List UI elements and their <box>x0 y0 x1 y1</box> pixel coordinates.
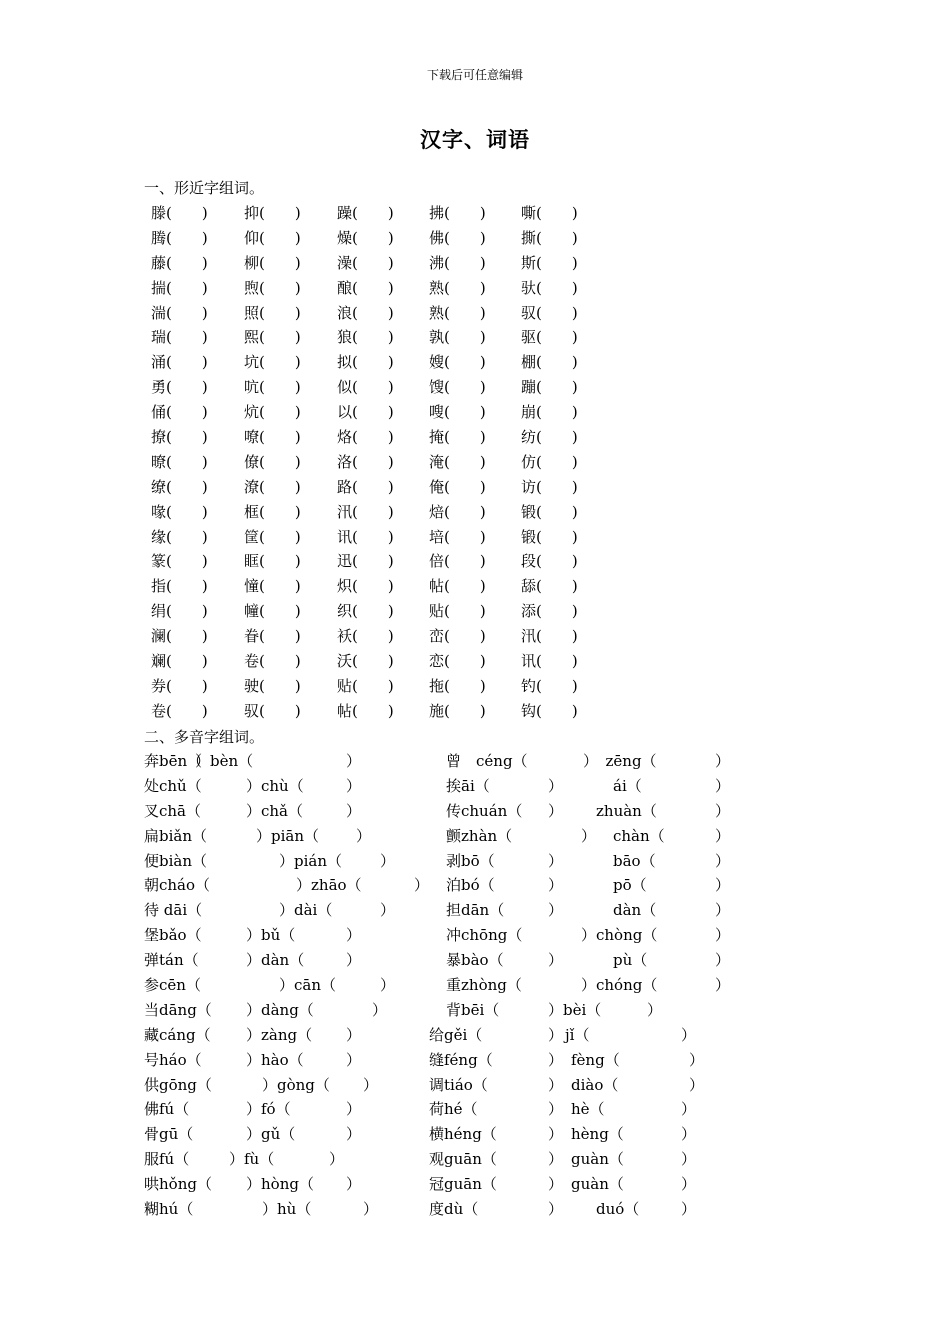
similar-char-entry: 俺( ) <box>429 477 486 496</box>
polyphone-segment: ） zēng（ <box>583 752 657 770</box>
similar-char-entry: 指( ) <box>151 577 208 596</box>
similar-char-entry: 券( ) <box>151 676 208 695</box>
polyphone-segment: hè（ <box>571 1100 605 1119</box>
similar-chars-row <box>151 322 611 347</box>
polyphone-segment: ） <box>715 951 731 970</box>
similar-char-entry: 浪( ) <box>337 303 394 322</box>
polyphone-segment: ） <box>346 1025 362 1044</box>
similar-char-entry: 幢( ) <box>244 602 301 621</box>
polyphone-row <box>144 746 744 771</box>
polyphone-segment: ） <box>715 851 731 870</box>
polyphone-segment: ）bǔ（ <box>246 926 296 945</box>
polyphone-segment: 便biàn（ <box>144 851 208 870</box>
similar-char-entry: 拂( ) <box>429 204 486 222</box>
similar-char-entry: 筐( ) <box>244 527 301 546</box>
similar-char-entry: 舔( ) <box>521 577 578 596</box>
polyphone-segment: 待 dāi（ <box>144 901 203 920</box>
polyphone-segment: ） <box>548 1075 564 1094</box>
similar-char-entry: 熙( ) <box>244 328 301 347</box>
polyphone-segment: ）bèn（ <box>195 752 254 770</box>
similar-char-entry: 掩( ) <box>429 428 486 447</box>
polyphone-segment: 服fú（ <box>144 1150 190 1169</box>
similar-char-entry: 嫂( ) <box>429 353 486 372</box>
similar-chars-row <box>151 447 611 472</box>
similar-char-entry: 抑( ) <box>244 204 301 222</box>
polyphone-segment: ）gǔ（ <box>246 1125 296 1144</box>
similar-char-entry: 蹦( ) <box>521 378 578 397</box>
polyphone-segment: ） <box>647 1000 663 1019</box>
similar-char-entry: 培( ) <box>429 527 486 546</box>
polyphone-row <box>144 1119 744 1144</box>
similar-char-entry: 湍( ) <box>151 303 208 322</box>
section2-heading: 二、多音字组词。 <box>144 728 265 746</box>
polyphone-segment: ái（ <box>613 776 642 795</box>
similar-char-entry: 洛( ) <box>337 452 394 471</box>
polyphone-row <box>144 1094 744 1119</box>
similar-char-entry: 喙( ) <box>151 502 208 521</box>
similar-char-entry: 讯( ) <box>337 527 394 546</box>
similar-chars-row <box>151 522 611 547</box>
similar-char-entry: 坑( ) <box>244 353 301 372</box>
similar-char-entry: 炕( ) <box>244 403 301 422</box>
polyphone-segment: ）dài（ <box>279 901 333 920</box>
similar-char-entry: 狼( ) <box>337 328 394 347</box>
polyphone-segment: ） <box>380 851 396 870</box>
similar-chars-row <box>151 596 611 621</box>
polyphone-segment: ） <box>548 1125 564 1144</box>
header-note: 下载后可任意编辑 <box>426 68 523 82</box>
similar-char-entry: 焙( ) <box>429 502 486 521</box>
polyphone-segment: 泊bó（ <box>446 876 495 895</box>
polyphone-segment: 观guān（ <box>429 1150 497 1169</box>
polyphone-segment: 佛fú（ <box>144 1100 190 1119</box>
polyphone-row <box>144 1020 744 1045</box>
similar-chars-row <box>151 696 611 721</box>
similar-chars-row <box>151 497 611 522</box>
similar-char-entry: 熟( ) <box>429 278 486 297</box>
polyphone-segment: chàn（ <box>613 826 665 845</box>
similar-char-entry: 眶( ) <box>244 552 301 571</box>
polyphone-segment: guàn（ <box>571 1150 624 1169</box>
polyphone-segment: ） <box>548 876 564 895</box>
similar-char-entry: 撕( ) <box>521 228 578 247</box>
polyphone-segment: ） <box>548 901 564 920</box>
polyphone-segment: pù（ <box>613 951 648 970</box>
similar-char-entry: 熟( ) <box>429 303 486 322</box>
similar-char-entry: 嘶( ) <box>521 204 578 222</box>
polyphone-segment: ） <box>689 1050 705 1069</box>
similar-char-entry: 烙( ) <box>337 428 394 447</box>
polyphone-segment: ） <box>681 1150 697 1169</box>
similar-char-entry: 藤( ) <box>151 253 208 272</box>
similar-char-entry: 潦( ) <box>244 477 301 496</box>
similar-char-entry: 讯( ) <box>521 652 578 671</box>
similar-char-entry: 倍( ) <box>429 552 486 571</box>
polyphone-row <box>144 945 744 970</box>
polyphone-segment: ） <box>346 801 362 820</box>
similar-char-entry: 揣( ) <box>151 278 208 297</box>
polyphone-segment: ）dàn（ <box>246 951 305 970</box>
similar-char-entry: 缘( ) <box>151 527 208 546</box>
polyphone-segment: ）bèi（ <box>548 1000 602 1019</box>
similar-char-entry: 访( ) <box>521 477 578 496</box>
similar-char-entry: 瑞( ) <box>151 328 208 347</box>
similar-chars-row <box>151 273 611 298</box>
polyphone-segment: ） <box>681 1175 697 1194</box>
polyphone-segment: ）piān（ <box>256 826 320 845</box>
polyphone-segment: ） <box>548 776 564 795</box>
polyphone-row <box>144 895 744 920</box>
similar-chars-row <box>151 546 611 571</box>
similar-char-entry: 躁( ) <box>337 204 394 222</box>
similar-char-entry: 斯( ) <box>521 253 578 272</box>
similar-char-entry: 拖( ) <box>429 676 486 695</box>
similar-char-entry: 嘹( ) <box>244 428 301 447</box>
polyphone-row <box>144 1070 744 1095</box>
similar-char-entry: 钓( ) <box>521 676 578 695</box>
similar-char-entry: 驶( ) <box>244 676 301 695</box>
polyphone-segment: ） <box>363 1200 379 1219</box>
polyphone-segment: ）gòng（ <box>262 1075 330 1094</box>
similar-char-entry: 织( ) <box>337 602 394 621</box>
similar-char-entry: 绢( ) <box>151 602 208 621</box>
polyphone-row <box>144 995 744 1020</box>
similar-char-entry: 钩( ) <box>521 701 578 720</box>
polyphone-segment: ）hòng（ <box>246 1175 314 1194</box>
similar-char-entry: 滕( ) <box>151 204 208 222</box>
polyphone-grid <box>144 746 744 1219</box>
polyphone-row <box>144 920 744 945</box>
polyphone-segment: ） <box>356 826 372 845</box>
polyphone-segment: 冠guān（ <box>429 1175 497 1194</box>
polyphone-segment: 曾 céng（ <box>446 752 528 770</box>
similar-char-entry: 汛( ) <box>337 502 394 521</box>
similar-char-entry: 添( ) <box>521 602 578 621</box>
polyphone-segment: 重zhòng（ <box>446 976 522 995</box>
polyphone-segment: ） <box>681 1100 697 1119</box>
polyphone-segment: ） <box>689 1075 705 1094</box>
similar-char-entry: 仿( ) <box>521 452 578 471</box>
similar-char-entry: 俑( ) <box>151 403 208 422</box>
similar-char-entry: 腾( ) <box>151 228 208 247</box>
similar-char-entry: 馊( ) <box>429 378 486 397</box>
polyphone-segment: ） <box>363 1075 379 1094</box>
polyphone-segment: ） <box>372 1000 388 1019</box>
similar-chars-grid <box>151 198 611 721</box>
similar-char-entry: 锻( ) <box>521 527 578 546</box>
polyphone-segment: bāo（ <box>613 851 656 870</box>
similar-char-entry: 澡( ) <box>337 253 394 272</box>
polyphone-segment: ） <box>414 876 430 895</box>
polyphone-segment: ）zàng（ <box>246 1025 313 1044</box>
similar-char-entry: 沸( ) <box>429 253 486 272</box>
polyphone-segment: 叉chā（ <box>144 801 202 820</box>
similar-char-entry: 锻( ) <box>521 502 578 521</box>
polyphone-segment: dàn（ <box>613 901 657 920</box>
polyphone-segment: 颤zhàn（ <box>446 826 513 845</box>
section1-heading: 一、形近字组词。 <box>144 179 265 197</box>
polyphone-segment: 缝féng（ <box>429 1050 493 1069</box>
polyphone-row <box>144 846 744 871</box>
polyphone-segment: ） <box>380 901 396 920</box>
polyphone-segment: ） <box>715 776 731 795</box>
polyphone-segment: ） <box>548 1175 564 1194</box>
polyphone-segment: pō（ <box>613 876 647 895</box>
similar-chars-row <box>151 571 611 596</box>
similar-char-entry: 酿( ) <box>337 278 394 297</box>
polyphone-segment: 传chuán（ <box>446 801 523 820</box>
polyphone-row <box>144 771 744 796</box>
similar-char-entry: 汛( ) <box>521 627 578 646</box>
page-title: 汉字、词语 <box>420 128 530 152</box>
similar-char-entry: 暸( ) <box>151 452 208 471</box>
polyphone-segment: ） <box>715 976 731 995</box>
polyphone-row <box>144 821 744 846</box>
similar-chars-row <box>151 671 611 696</box>
polyphone-segment: fèng（ <box>571 1050 620 1069</box>
polyphone-segment: ） <box>346 951 362 970</box>
polyphone-segment: ） <box>681 1200 697 1219</box>
similar-char-entry: 勇( ) <box>151 378 208 397</box>
polyphone-segment: ）fù（ <box>229 1150 275 1169</box>
polyphone-segment: ） <box>715 801 731 820</box>
polyphone-segment: 暴bào（ <box>446 951 504 970</box>
polyphone-segment: ）cān（ <box>279 976 337 995</box>
similar-char-entry: 照( ) <box>244 303 301 322</box>
similar-char-entry: 贴( ) <box>337 676 394 695</box>
polyphone-segment: ） <box>715 876 731 895</box>
polyphone-segment: ） <box>548 851 564 870</box>
polyphone-segment: duó（ <box>596 1200 640 1219</box>
similar-chars-row <box>151 621 611 646</box>
polyphone-segment: 参cēn（ <box>144 976 201 995</box>
similar-char-entry: 涌( ) <box>151 353 208 372</box>
similar-char-entry: 卷( ) <box>151 701 208 720</box>
polyphone-segment: ） <box>548 1050 564 1069</box>
similar-chars-row <box>151 298 611 323</box>
similar-char-entry: 拟( ) <box>337 353 394 372</box>
similar-char-entry: 帖( ) <box>337 701 394 720</box>
polyphone-row <box>144 870 744 895</box>
similar-char-entry: 袄( ) <box>337 627 394 646</box>
similar-char-entry: 眷( ) <box>244 627 301 646</box>
polyphone-segment: ） <box>715 826 731 845</box>
similar-char-entry: 恋( ) <box>429 652 486 671</box>
polyphone-segment: 横héng（ <box>429 1125 497 1144</box>
similar-char-entry: 撩( ) <box>151 428 208 447</box>
polyphone-segment: ） <box>346 1100 362 1119</box>
polyphone-segment: 当dāng（ <box>144 1000 212 1019</box>
similar-char-entry: 驭( ) <box>521 303 578 322</box>
polyphone-segment: 朝cháo（ <box>144 876 211 895</box>
similar-char-entry: 帖( ) <box>429 577 486 596</box>
polyphone-segment: jǐ（ <box>565 1025 590 1044</box>
similar-char-entry: 以( ) <box>337 403 394 422</box>
similar-char-entry: 嗖( ) <box>429 403 486 422</box>
similar-char-entry: 僚( ) <box>244 452 301 471</box>
polyphone-segment: 背bēi（ <box>446 1000 500 1019</box>
similar-char-entry: 段( ) <box>521 552 578 571</box>
similar-chars-row <box>151 223 611 248</box>
similar-char-entry: 贴( ) <box>429 602 486 621</box>
similar-chars-row <box>151 347 611 372</box>
similar-char-entry: 燥( ) <box>337 228 394 247</box>
polyphone-row <box>144 796 744 821</box>
polyphone-segment: 弹tán（ <box>144 951 199 970</box>
similar-chars-row <box>151 372 611 397</box>
similar-char-entry: 峦( ) <box>429 627 486 646</box>
polyphone-segment: hèng（ <box>571 1125 624 1144</box>
polyphone-segment: ） <box>346 776 362 795</box>
polyphone-segment: 冲chōng（ <box>446 926 523 945</box>
polyphone-segment: ）chù（ <box>246 776 304 795</box>
polyphone-segment: ） <box>346 1050 362 1069</box>
polyphone-segment: ）fó（ <box>246 1100 291 1119</box>
similar-char-entry: 迅( ) <box>337 552 394 571</box>
similar-char-entry: 斓( ) <box>151 652 208 671</box>
polyphone-segment: ）zhāo（ <box>296 876 362 895</box>
polyphone-segment: ） <box>715 926 731 945</box>
similar-chars-row <box>151 198 611 223</box>
similar-chars-row <box>151 248 611 273</box>
polyphone-segment: ） <box>548 801 564 820</box>
similar-char-entry: 篆( ) <box>151 552 208 571</box>
similar-char-entry: 柳( ) <box>244 253 301 272</box>
polyphone-segment: ）chòng（ <box>581 926 658 945</box>
similar-char-entry: 吭( ) <box>244 378 301 397</box>
similar-char-entry: 驱( ) <box>521 328 578 347</box>
polyphone-segment: ）hào（ <box>246 1050 304 1069</box>
similar-chars-row <box>151 472 611 497</box>
polyphone-segment: 哄hǒng（ <box>144 1175 212 1194</box>
polyphone-segment: 藏cáng（ <box>144 1025 211 1044</box>
polyphone-segment: ） <box>380 976 396 995</box>
polyphone-row <box>144 1169 744 1194</box>
polyphone-segment: ） <box>581 826 597 845</box>
polyphone-segment: ） <box>346 1175 362 1194</box>
similar-char-entry: 棚( ) <box>521 353 578 372</box>
polyphone-segment: 扁biǎn（ <box>144 826 208 845</box>
polyphone-segment: ） <box>346 752 362 770</box>
similar-char-entry: 纺( ) <box>521 428 578 447</box>
polyphone-segment: ）chóng（ <box>581 976 658 995</box>
similar-char-entry: 煦( ) <box>244 278 301 297</box>
similar-char-entry: 驭( ) <box>244 701 301 720</box>
polyphone-segment: diào（ <box>571 1075 619 1094</box>
similar-char-entry: 孰( ) <box>429 328 486 347</box>
similar-char-entry: 缭( ) <box>151 477 208 496</box>
polyphone-row <box>144 970 744 995</box>
polyphone-row <box>144 1194 744 1219</box>
polyphone-segment: 处chǔ（ <box>144 776 202 795</box>
similar-char-entry: 澜( ) <box>151 627 208 646</box>
polyphone-segment: ） <box>346 1125 362 1144</box>
similar-chars-row <box>151 646 611 671</box>
polyphone-segment: zhuàn（ <box>596 801 657 820</box>
polyphone-segment: ） <box>548 1100 564 1119</box>
polyphone-row <box>144 1144 744 1169</box>
polyphone-segment: guàn（ <box>571 1175 624 1194</box>
polyphone-segment: 供gōng（ <box>144 1075 212 1094</box>
polyphone-segment: 剥bō（ <box>446 851 495 870</box>
polyphone-segment: ）dàng（ <box>246 1000 314 1019</box>
similar-char-entry: 佛( ) <box>429 228 486 247</box>
similar-char-entry: 仰( ) <box>244 228 301 247</box>
similar-char-entry: 崩( ) <box>521 403 578 422</box>
polyphone-segment: ） <box>681 1025 697 1044</box>
polyphone-segment: ）pián（ <box>279 851 343 870</box>
similar-char-entry: 卷( ) <box>244 652 301 671</box>
polyphone-segment: 堡bǎo（ <box>144 926 202 945</box>
polyphone-segment: ） <box>548 951 564 970</box>
polyphone-segment: ）hù（ <box>262 1200 312 1219</box>
similar-char-entry: 沃( ) <box>337 652 394 671</box>
polyphone-segment: ） <box>548 1200 564 1219</box>
polyphone-segment: ） <box>548 1025 564 1044</box>
polyphone-segment: ） <box>715 901 731 920</box>
polyphone-segment: ） <box>715 752 731 770</box>
similar-char-entry: 框( ) <box>244 502 301 521</box>
polyphone-segment: 糊hú（ <box>144 1200 194 1219</box>
similar-char-entry: 淹( ) <box>429 452 486 471</box>
similar-char-entry: 路( ) <box>337 477 394 496</box>
polyphone-segment: 骨gū（ <box>144 1125 194 1144</box>
polyphone-segment: ） <box>681 1125 697 1144</box>
similar-char-entry: 施( ) <box>429 701 486 720</box>
polyphone-segment: ） <box>548 1150 564 1169</box>
polyphone-segment: 奔bēn（ <box>144 752 203 770</box>
polyphone-segment: 挨āi（ <box>446 776 490 795</box>
polyphone-segment: ） <box>346 926 362 945</box>
polyphone-segment: 给gěi（ <box>429 1025 483 1044</box>
similar-char-entry: 炽( ) <box>337 577 394 596</box>
similar-char-entry: 驮( ) <box>521 278 578 297</box>
polyphone-segment: ）chǎ（ <box>246 801 304 820</box>
polyphone-segment: 号háo（ <box>144 1050 202 1069</box>
similar-char-entry: 憧( ) <box>244 577 301 596</box>
polyphone-segment: 担dān（ <box>446 901 505 920</box>
polyphone-segment: ） <box>329 1150 345 1169</box>
polyphone-segment: 度dù（ <box>429 1200 479 1219</box>
similar-chars-row <box>151 422 611 447</box>
similar-chars-row <box>151 397 611 422</box>
similar-char-entry: 似( ) <box>337 378 394 397</box>
polyphone-row <box>144 1045 744 1070</box>
polyphone-segment: 调tiáo（ <box>429 1075 488 1094</box>
polyphone-segment: 荷hé（ <box>429 1100 478 1119</box>
